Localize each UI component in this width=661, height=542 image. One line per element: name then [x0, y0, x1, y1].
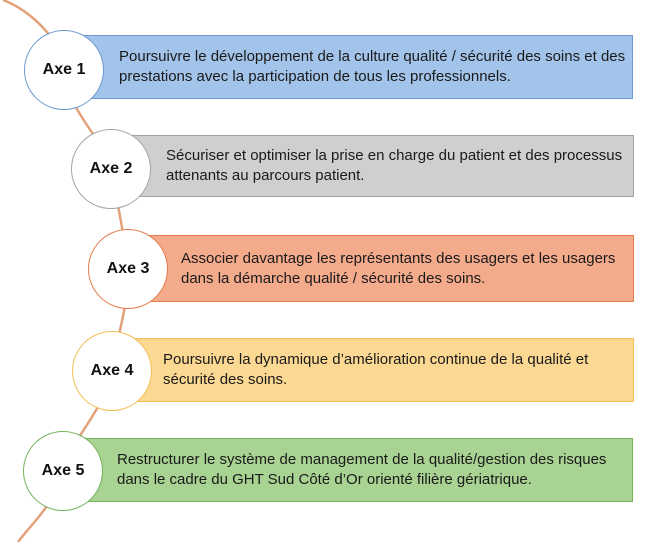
axis-3-label: Axe 3 — [106, 260, 150, 277]
axis-2-label: Axe 2 — [89, 160, 133, 177]
axis-4-box — [116, 338, 634, 402]
axis-1-label: Axe 1 — [42, 61, 86, 78]
axis-5-text: Restructurer le système de management de la qualité/gestion des risques dans le cadre du GHT Sud Côté d’Or orienté filière gériatrique. — [117, 451, 607, 488]
axis-2-box — [116, 135, 634, 197]
axis-4-text: Poursuivre la dynamique d’amélioration continue de la qualité et sécurité des soins. — [163, 351, 589, 388]
axis-5-box — [60, 438, 633, 502]
axis-5-circle — [23, 431, 103, 511]
axis-4-label: Axe 4 — [90, 362, 134, 379]
axis-4-circle — [72, 331, 152, 411]
axis-1-text: Poursuivre le développement de la culture qualité / sécurité des soins et des prestations avec la participation de tous les professionnels. — [119, 48, 626, 85]
axis-2-text: Sécuriser et optimiser la prise en charge du patient et des processus attenants au parcours patient. — [166, 147, 623, 184]
axis-2-circle — [71, 129, 151, 209]
axis-5-label: Axe 5 — [41, 462, 85, 479]
axis-1-circle — [24, 30, 104, 110]
axis-3-box — [128, 235, 634, 302]
axis-1-box — [60, 35, 633, 99]
axis-3-circle — [88, 229, 168, 309]
axis-3-text: Associer davantage les représentants des usagers et les usagers dans la démarche qualité / sécurité des soins. — [181, 249, 616, 287]
